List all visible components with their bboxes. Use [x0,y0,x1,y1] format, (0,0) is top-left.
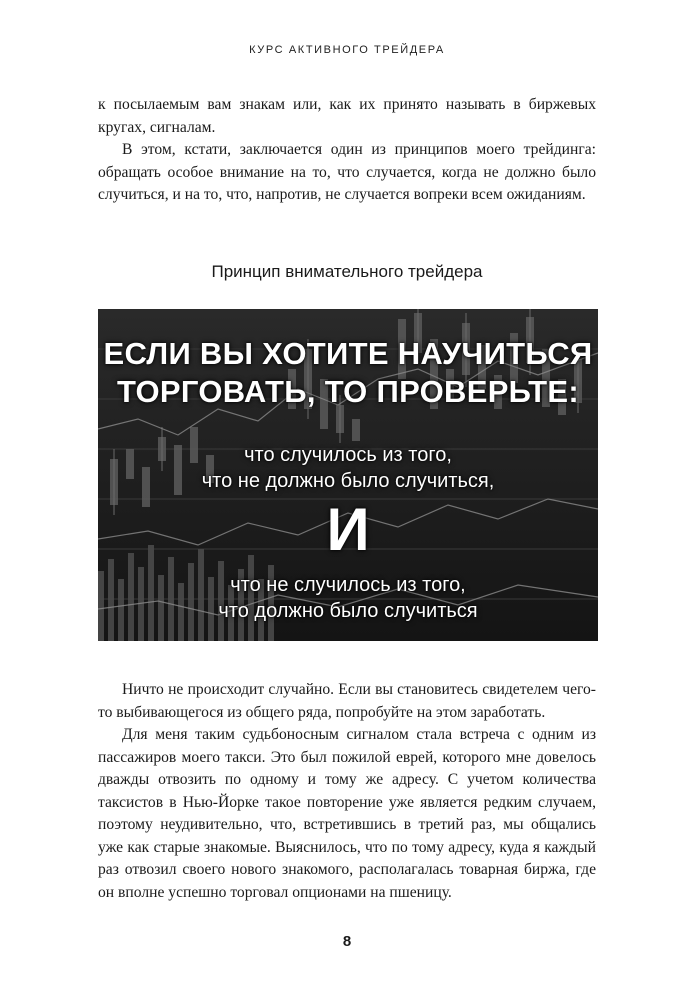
principle-figure [98,309,598,641]
running-head: КУРС АКТИВНОГО ТРЕЙДЕРА [249,44,445,56]
section-heading: Принцип внимательного трейдера [211,262,483,281]
figure-sub1-line-2: что не должно было случиться, [201,470,495,492]
figure-headline-line-2: ТОРГОВАТЬ, ТО ПРОВЕРЬТЕ: [117,374,579,409]
figure-sub1-line-1: что случилось из того, [244,444,452,466]
paragraph-principle: В этом, кстати, заключается один из принципов моего трейдинга: обращать особое внимание на то, что случается, когда не должно было случиться, и на то, что, напротив, не случается вопреки всем ожиданиям. [98,141,596,203]
paragraph-taxi-story: Для меня таким судьбоносным сигналом стала встреча с одним из пассажиров моего такси. Это был пожилой еврей, которого мне довелось дважды отвозить по одному и тому же адресу. С учетом количества таксистов в Нью-Йорке такое повторение уже является редким случаем, поэтому неудивительно, что, встретившись в третий раз, мы общались уже как старые знакомые. Выяснилось, что по тому адресу, куда я каждый раз отвозил своего нового знакомого, располагалась товарная биржа, где он вполне успешно торговал опционами на пшеницу. [98,726,596,901]
figure-headline-line-1: ЕСЛИ ВЫ ХОТИТЕ НАУЧИТЬСЯ [103,336,593,371]
figure-conjunction: И [326,496,370,563]
figure-sub2-line-1: что не случилось из того, [230,574,466,596]
paragraph-continued: к посылаемым вам знакам или, как их принято называть в биржевых кругах, сигналам. [98,96,596,136]
paragraph-nothing-random: Ничто не происходит случайно. Если вы становитесь свидетелем чего-то выбивающегося из общего ряда, попробуйте на этом заработать. [98,681,596,721]
figure-sub2-line-2: что должно было случиться [218,600,478,622]
page-number: 8 [342,933,352,950]
